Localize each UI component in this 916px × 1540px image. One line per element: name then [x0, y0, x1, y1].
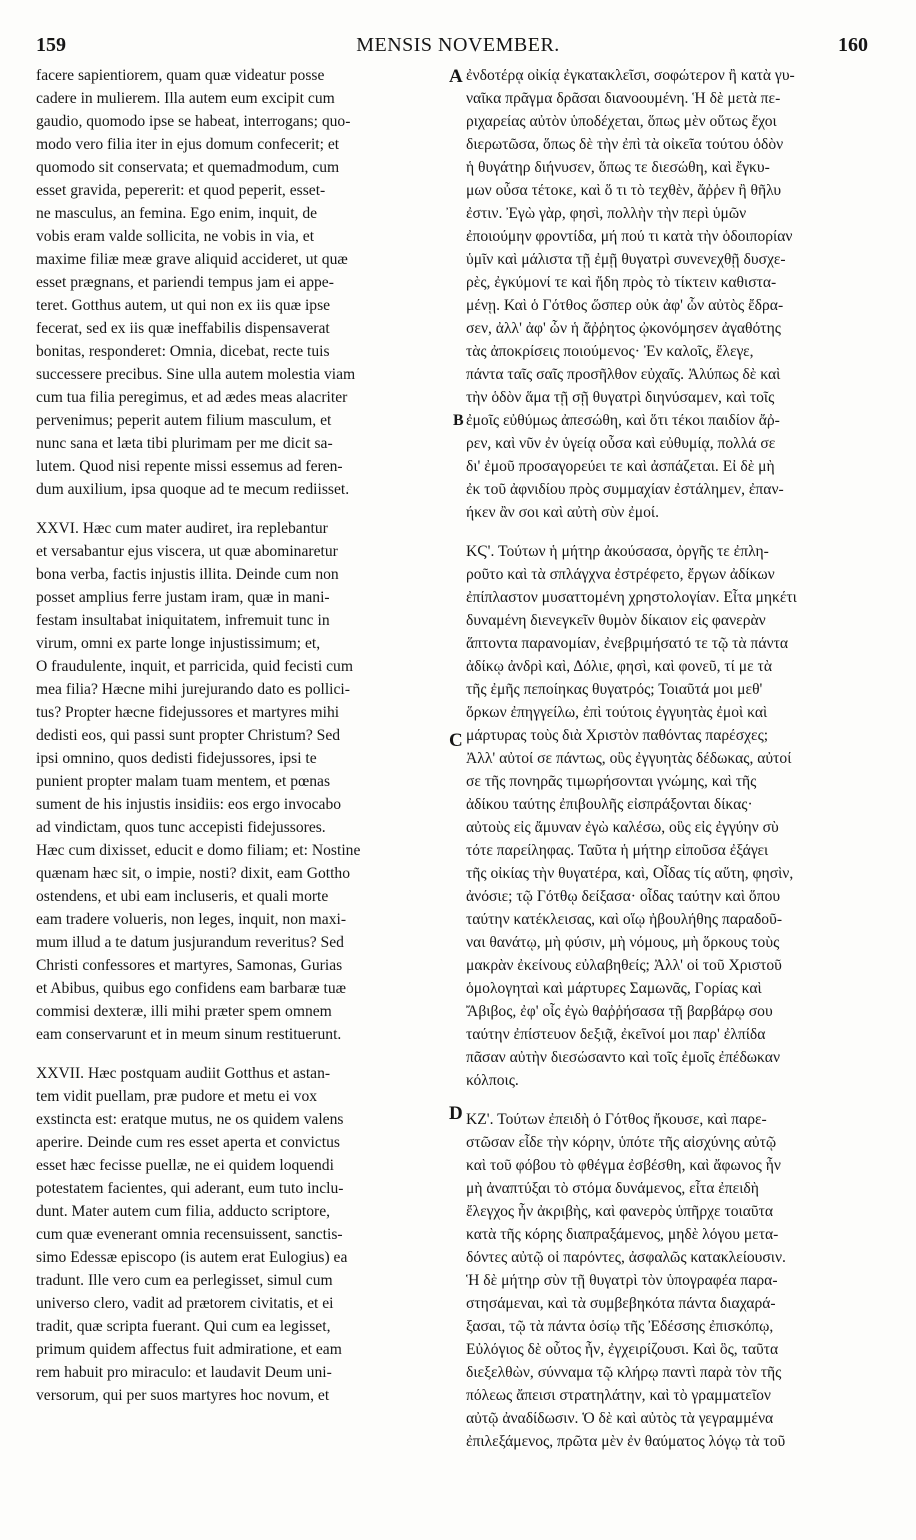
text-line: ad vindictam, quos tunc accepisti fidejussores. [36, 819, 326, 836]
text-line: μων οὖσα τέτοκε, καὶ ὅ τι τὸ τεχθὲν, ἄῤῥεν ἢ θῆλυ [466, 182, 782, 199]
text-line: tradunt. Ille vero cum ea perlegisset, simul cum [36, 1272, 333, 1289]
text-line: mum illud a te datum jusjurandum reveritus? Sed [36, 934, 344, 951]
text-line: commisi dexteræ, illi mihi præter spem omnem [36, 1003, 332, 1020]
text-line: tradit, quæ scripta fuerant. Qui cum ea legisset, [36, 1318, 331, 1335]
text-line: ἐνδοτέρᾳ οἰκίᾳ ἐγκατακλεῖσι, σοφώτερον ἢ κατὰ γυ- [466, 67, 795, 84]
text-line: ἐμοῖς εὐθύμως ἀπεσώθη, καὶ ὅτι τέκοι παιδίον ἄῤ- [466, 412, 780, 429]
text-line: fecerat, sed ex iis quæ ineffabilis dispensaverat [36, 320, 330, 337]
text-line: XXVII. Hæc postquam audiit Gotthus et astan- [36, 1065, 331, 1082]
text-line: ne masculus, an femina. Ego enim, inquit, de [36, 205, 318, 222]
text-line: teret. Gotthus autem, ut qui non ex iis quæ ipse [36, 297, 331, 314]
text-line: ροῦτο καὶ τὰ σπλάγχνα ἐστρέφετο, ἔργων ἀδίκων [466, 566, 775, 583]
text-line: ἐστιν. Ἐγὼ γὰρ, φησὶ, πολλὴν τὴν περὶ ὑμῶν [466, 205, 747, 222]
greek-paragraph-27 [466, 1108, 878, 1453]
text-line: esset prægnans, et pariendi tempus jam ei appe- [36, 274, 334, 291]
text-line: dedisti eos, qui passi sunt propter Christum? Sed [36, 727, 341, 744]
text-line: rem habuit pro miraculo: et laudavit Deum uni- [36, 1364, 332, 1381]
margin-mark-a: A [449, 66, 463, 87]
text-line: ἐπιλεξάμενος, πρῶτα μὲν ἐν θαύματος λόγῳ τὰ τοῦ [466, 1433, 786, 1450]
page-number-right: 160 [838, 34, 868, 56]
greek-column [466, 64, 878, 1453]
text-line: καὶ τοῦ φόβου τὸ φθέγμα ἐσβέσθη, καὶ ἄφωνος ἦν [466, 1157, 781, 1174]
text-line: successere precibus. Sine ulla autem molestia viam [36, 366, 356, 383]
text-line: σεν, ἀλλ' ἀφ' ὧν ἡ ἄῤῥητος ᾠκονόμησεν ἀγαθότης [466, 320, 781, 337]
text-line: τότε παρείληφας. Ταῦτα ἡ μήτηρ εἰποῦσα ἐξάγει [466, 842, 769, 859]
text-line: μακρὰν ἐκείνους εὐλαβηθείς; Ἀλλ' οἱ τοῦ Χριστοῦ [466, 957, 782, 974]
text-line: versorum, qui per suos martyres hoc novum, et [36, 1387, 330, 1404]
text-line: Ἄβιβος, ἐφ' οἷς ἐγὼ θαῤῥήσασα τῇ βαρβάρῳ σου [466, 1003, 773, 1020]
margin-mark-b: B [453, 412, 464, 429]
greek-paragraph-1 [466, 64, 878, 524]
text-line: ἀνόσιε; τῷ Γότθῳ δείξασα· οἶδας ταύτην καὶ ὅπου [466, 888, 781, 905]
text-line: κόλποις. [466, 1072, 519, 1089]
text-line: et Abibus, quibus ego confidens eam barbaræ tuæ [36, 980, 347, 997]
text-line: ἐπίπλαστον μυσαττομένη χρηστολογίαν. Εἶτα μηκέτι [466, 589, 797, 606]
text-line: primum quidem affectus fuit admiratione, et eam [36, 1341, 342, 1358]
text-line: αὐτοὺς εἰς ἄμυναν ἐγὼ καλέσω, οὓς εἰς ἐγγύην σὺ [466, 819, 779, 836]
text-line: κατὰ τῆς κόρης διαπραξάμενος, μηδὲ λόγου μετα- [466, 1226, 779, 1243]
text-line: ξασαι, τῷ τὰ πάντα ὁσίῳ τῆς Ἐδέσσης ἐπισκόπῳ, [466, 1318, 774, 1335]
text-line: sument de his injustis insidiis: eos ergo invocabo [36, 796, 342, 813]
text-line: virum, omni ex parte longe injustissimum; et, [36, 635, 321, 652]
text-line: ὁμολογηταὶ καὶ μάρτυρες Σαμωνᾶς, Γορίας καὶ [466, 980, 762, 997]
text-line: ΚϚ'. Τούτων ἡ μήτηρ ἀκούσασα, ὀργῆς τε ἐπλη- [466, 543, 769, 560]
latin-paragraph-26 [36, 517, 448, 1046]
text-line: ήκεν ἂν σοι καὶ αὐτὴ σὺν ἐμοί. [466, 504, 659, 521]
text-line: esset gravida, pepererit: et quod peperit, esset- [36, 182, 326, 199]
text-line: bonitas, responderet: Omnia, dicebat, recte tuis [36, 343, 330, 360]
text-line: τὴν ὁδὸν ἅμα τῇ σῇ θυγατρὶ διηνύσαμεν, καὶ τοῖς [466, 389, 775, 406]
text-line: ρὲς, ἐγκύμονί τε καὶ ἤδη πρὸς τὸ τίκτειν καθιστα- [466, 274, 777, 291]
text-line: cum quæ evenerant omnia recensuissent, sanctis- [36, 1226, 343, 1243]
text-line: simo Edessæ episcopo (is autem erat Eulogius) ea [36, 1249, 348, 1266]
text-line: tem vidit puellam, præ pudore et metu ei vox [36, 1088, 318, 1105]
text-line: et versabantur ejus viscera, ut quæ abominaretur [36, 543, 338, 560]
text-line: maxime filiæ meæ grave aliquid accideret, ut quæ [36, 251, 348, 268]
text-line: ρεν, καὶ νῦν ἐν ὑγείᾳ οὖσα καὶ εὐθυμίᾳ, πολλά σε [466, 435, 776, 452]
text-line: τῆς ἐμῆς πεποίηκας θυγατρός; Τοιαῦτά μοι μεθ' [466, 681, 763, 698]
margin-mark-d: D [449, 1103, 463, 1124]
text-line: aperire. Deinde cum res esset aperta et convictus [36, 1134, 340, 1151]
text-line: διεξελθὼν, σύνναμα τῷ κλήρῳ παντὶ παρὰ τὸν τῆς [466, 1364, 782, 1381]
text-line: στησάμεναι, καὶ τὰ συμβεβηκότα πάντα διαχαρά- [466, 1295, 776, 1312]
running-title: MENSIS NOVEMBER. [356, 34, 560, 56]
text-line: posset amplius ferre justam iram, quæ in mani- [36, 589, 330, 606]
text-line: στῶσαν εἶδε τὴν κόρην, ὑπότε τῆς αἰσχύνης αὐτῷ [466, 1134, 777, 1151]
text-line: universo clero, vadit ad prætorem civitatis, et ei [36, 1295, 334, 1312]
text-line: mea filia? Hæcne mihi jurejurando dato es pollici- [36, 681, 350, 698]
text-line: O fraudulente, inquit, et parricida, quid fecisti cum [36, 658, 353, 675]
text-line: Ἀλλ' αὐτοί σε πάντως, οὓς ἐγγυητὰς δέδωκας, αὐτοί [466, 750, 792, 767]
text-line: vobis eram valde sollicita, ne vobis in via, et [36, 228, 315, 245]
text-line: ἔλεγχος ἦν ἀκριβὴς, καὶ φανερὸς ὑπῆρχε τοιαῦτα [466, 1203, 774, 1220]
text-line: ταύτην ἐπίστευον δεξιᾷ, ἐκεῖνοί μοι παρ' ἐλπίδα [466, 1026, 766, 1043]
text-line: exstincta est: eratque mutus, ne os quidem valens [36, 1111, 344, 1128]
text-line: Hæc cum dixisset, educit e domo filiam; et: Nostine [36, 842, 361, 859]
text-line: ριχαρείας αὐτὸν ὑποδέχεται, ὅπως μὲν οὕτως ἔχοι [466, 113, 777, 130]
page-number-left: 159 [36, 34, 66, 56]
text-line: XXVI. Hæc cum mater audiret, ira replebantur [36, 520, 328, 537]
latin-paragraph-27 [36, 1062, 448, 1407]
text-line: ἀδίκῳ ἀνδρὶ καὶ, Δόλιε, φησὶ, καὶ φονεῦ, τί με τὰ [466, 658, 772, 675]
text-line: Ἡ δὲ μήτηρ σὺν τῇ θυγατρὶ τὸν ὑπογραφέα παρα- [466, 1272, 778, 1289]
text-line: eam tradere volueris, non leges, inquit, non maxi- [36, 911, 347, 928]
text-line: ΚΖ'. Τούτων ἐπειδὴ ὁ Γότθος ἤκουσε, καὶ παρε- [466, 1111, 767, 1128]
text-line: πόλεως ἄπεισι στρατηλάτην, καὶ τὸ γραμματεῖον [466, 1387, 771, 1404]
margin-mark-c: C [449, 730, 463, 751]
text-line: quomodo sit conservata; et quemadmodum, cum [36, 159, 340, 176]
text-line: Christi confessores et martyres, Samonas, Gurias [36, 957, 343, 974]
greek-paragraph-26 [466, 540, 878, 1092]
text-line: ναι θανάτῳ, μὴ φύσιν, μὴ νόμους, μὴ ὅρκους τοὺς [466, 934, 780, 951]
text-line: σε τῆς πονηρᾶς τιμωρήσονται γνώμης, καὶ τῆς [466, 773, 757, 790]
text-line: ταύτην κατέκλεισας, καὶ οἵῳ ἠβουλήθης παραδοῦ- [466, 911, 783, 928]
text-line: δόντες αὐτῷ οἱ παρόντες, ἀσφαλῶς κατακλείουσιν. [466, 1249, 786, 1266]
text-line: ἀδίκου ταύτης ἐπιβουλῆς εἰσπράξονται δίκας· [466, 796, 753, 813]
text-line: διερωτῶσα, ὅπως δὲ τὴν ἐπὶ τὰ οἰκεῖα τούτου ὁδὸν [466, 136, 784, 153]
text-line: esset hæc fecisse puellæ, ne ei quidem loquendi [36, 1157, 334, 1174]
text-line: αὐτῷ ἀναδίδωσιν. Ὁ δὲ καὶ αὐτὸς τὰ γεγραμμένα [466, 1410, 774, 1427]
text-line: pervenimus; peperit autem filium masculum, et [36, 412, 332, 429]
text-line: τὰς ἀποκρίσεις ποιούμενος· Ἐν καλοῖς, ἔλεγε, [466, 343, 754, 360]
text-line: πᾶσαν αὐτὴν διεσώσαντο καὶ τοῖς ἐμοῖς ἐπέδωκαν [466, 1049, 780, 1066]
text-line: gaudio, quomodo ipse se habeat, interrogans; quo- [36, 113, 351, 130]
text-line: ἐκ τοῦ ἀφνιδίου πρὸς συμμαχίαν ἐστάλημεν, ἐπαν- [466, 481, 784, 498]
text-line: eam conservarunt et in meum sinum restituerunt. [36, 1026, 342, 1043]
text-line: μὴ ἀναπτύξαι τὸ στόμα δυνάμενος, εἶτα ἐπειδὴ [466, 1180, 759, 1197]
text-line: nunc sana et læta tibi plurimam per me dicit sa- [36, 435, 333, 452]
text-line: facere sapientiorem, quam quæ videatur posse [36, 67, 325, 84]
text-line: ostendens, et ubi eam incluseris, et quali morte [36, 888, 329, 905]
text-line: bona verba, factis injustis illita. Deinde cum non [36, 566, 339, 583]
text-line: ὅρκων ἐπηγγείλω, ἐπὶ τούτοις ἐγγυητὰς ἐμοὶ καὶ [466, 704, 768, 721]
text-line: modo vero filia iter in ejus domum confecerit; et [36, 136, 340, 153]
text-line: ὑμῖν καὶ μάλιστα τῇ ἐμῇ θυγατρὶ συνενεχθῇ δυσχε- [466, 251, 786, 268]
text-line: dunt. Mater autem cum filia, adducto scriptore, [36, 1203, 331, 1220]
text-line: ἡ θυγάτηρ διήνυσεν, ὅπως τε διεσώθη, καὶ ἔγκυ- [466, 159, 770, 176]
text-line: πάντα ταῖς σαῖς προσῆλθον εὐχαῖς. Ἀλύπως δὲ καὶ [466, 366, 781, 383]
text-line: ἐποιούμην φροντίδα, μή πού τι κατὰ τὴν ὁδοιπορίαν [466, 228, 793, 245]
text-line: festam insultabat iniquitatem, infremuit tunc in [36, 612, 330, 629]
text-line: cum tua filia peregimus, et ad ædes meas alacriter [36, 389, 348, 406]
latin-paragraph-1 [36, 64, 448, 501]
text-line: δι' ἐμοῦ προσαγορεύει τε καὶ ἀσπάζεται. Εἰ δὲ μὴ [466, 458, 775, 475]
text-line: μένῃ. Καὶ ὁ Γότθος ὥσπερ οὐκ ἀφ' ὧν αὐτὸς ἔδρα- [466, 297, 784, 314]
text-line: potestatem facientes, qui aderant, eum tuto inclu- [36, 1180, 344, 1197]
text-line: τῆς οἰκίας τὴν θυγατέρα, καὶ, Οἶδας τίς αὕτη, φησὶν, [466, 865, 794, 882]
text-line: ναῖκα πρᾶγμα δρᾶσαι διανοουμένη. Ἡ δὲ μετὰ πε- [466, 90, 781, 107]
text-line: punient propter malam tuam mentem, et pœnas [36, 773, 331, 790]
text-line: ἅπτοντα παρανομίαν, ἐνεβριμήσατό τε τῷ τὰ πάντα [466, 635, 789, 652]
text-line: quænam hæc sit, o impie, nosti? dixit, eam Gottho [36, 865, 351, 882]
text-line: δυναμένη διενεγκεῖν θυμὸν δίκαιον εἰς φανερὰν [466, 612, 766, 629]
text-line: ipsi omnino, quos dedisti fidejussores, ipsi te [36, 750, 317, 767]
text-line: cadere in mulierem. Illa autem eum excipit cum [36, 90, 335, 107]
text-line: tus? Propter hæcne fidejussores et martyres mihi [36, 704, 340, 721]
text-line: lutem. Quod nisi repente missi essemus ad feren- [36, 458, 343, 475]
text-line: μάρτυρας τοὺς διὰ Χριστὸν παθόντας παρέσχες; [466, 727, 769, 744]
text-line: dum auxilium, ipsa quoque ad te mecum rediisset. [36, 481, 350, 498]
latin-column [36, 64, 448, 1407]
text-line: Εὐλόγιος δὲ οὗτος ἦν, ἐγχειρίζουσι. Καὶ ὃς, ταῦτα [466, 1341, 779, 1358]
